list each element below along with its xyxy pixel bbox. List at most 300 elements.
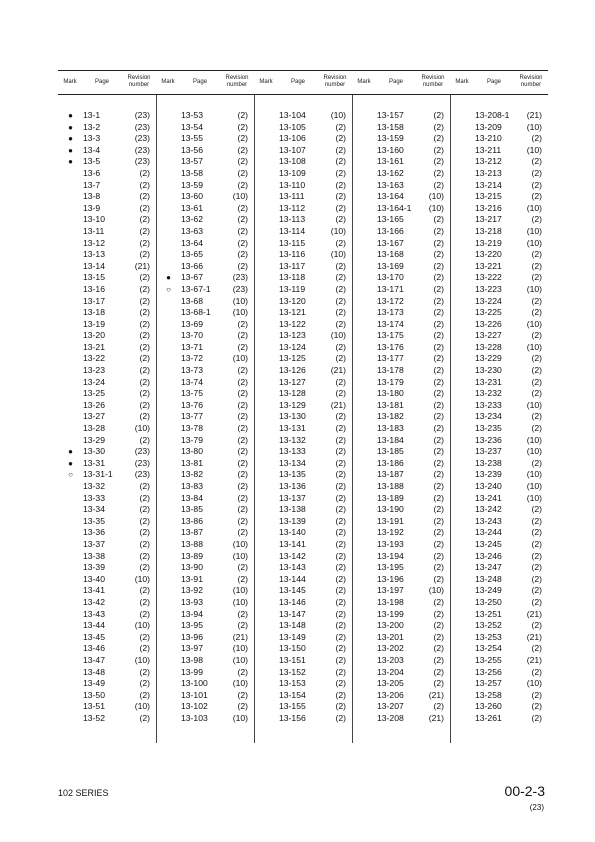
revision-cell: (2) bbox=[335, 202, 346, 213]
mark-cell bbox=[254, 261, 279, 273]
page-cell: 13-16 bbox=[83, 283, 105, 294]
page-cell: 13-216 bbox=[475, 202, 502, 213]
mark-cell bbox=[254, 249, 279, 261]
page-cell: 13-251 bbox=[475, 608, 502, 619]
revision-cell: (2) bbox=[433, 225, 444, 236]
mark-cell bbox=[58, 690, 83, 702]
mark-cell bbox=[450, 133, 475, 145]
page-cell: 13-239 bbox=[475, 469, 502, 480]
revision-cell: (2) bbox=[237, 179, 248, 190]
page-cell: 13-119 bbox=[279, 283, 306, 294]
mark-cell bbox=[156, 353, 181, 365]
page-cell: 13-226 bbox=[475, 318, 502, 329]
page-cell: 13-44 bbox=[83, 620, 105, 631]
mark-cell bbox=[254, 191, 279, 203]
header-top-rule bbox=[58, 70, 548, 71]
revision-cell: (10) bbox=[526, 225, 542, 236]
table-row bbox=[352, 168, 450, 180]
header-mark: Mark bbox=[455, 78, 469, 85]
table-row bbox=[156, 655, 254, 667]
page-cell: 13-153 bbox=[279, 678, 306, 689]
revision-cell: (10) bbox=[526, 469, 542, 480]
mark-cell bbox=[156, 249, 181, 261]
page-cell: 13-177 bbox=[377, 353, 404, 364]
table-row bbox=[352, 388, 450, 400]
mark-cell bbox=[58, 400, 83, 412]
page-cell: 13-105 bbox=[279, 121, 306, 132]
revision-cell: (2) bbox=[237, 365, 248, 376]
page-cell: 13-221 bbox=[475, 260, 502, 271]
revision-cell: (2) bbox=[335, 353, 346, 364]
table-row bbox=[352, 667, 450, 679]
page-cell: 13-100 bbox=[181, 678, 208, 689]
revision-cell: (21) bbox=[526, 654, 542, 665]
page-cell: 13-149 bbox=[279, 631, 306, 642]
table-row bbox=[352, 156, 450, 168]
mark-cell bbox=[352, 365, 377, 377]
mark-cell bbox=[58, 180, 83, 192]
mark-cell bbox=[156, 400, 181, 412]
table-row bbox=[58, 249, 156, 261]
table-row bbox=[58, 597, 156, 609]
page-cell: 13-257 bbox=[475, 678, 502, 689]
page-cell: 13-14 bbox=[83, 260, 105, 271]
page-cell: 13-217 bbox=[475, 214, 502, 225]
page-cell: 13-76 bbox=[181, 399, 203, 410]
mark-cell bbox=[450, 527, 475, 539]
revision-cell: (2) bbox=[237, 666, 248, 677]
mark-cell bbox=[156, 203, 181, 215]
page-cell: 13-258 bbox=[475, 689, 502, 700]
table-row bbox=[450, 620, 548, 632]
page-cell: 13-111 bbox=[279, 191, 305, 202]
page-cell: 13-106 bbox=[279, 133, 306, 144]
table-row bbox=[352, 319, 450, 331]
revision-cell: (2) bbox=[335, 446, 346, 457]
page-cell: 13-233 bbox=[475, 399, 502, 410]
table-row bbox=[156, 156, 254, 168]
page-cell: 13-117 bbox=[279, 260, 306, 271]
mark-cell bbox=[58, 330, 83, 342]
revision-cell: (2) bbox=[335, 573, 346, 584]
revision-cell: (2) bbox=[433, 666, 444, 677]
table-row bbox=[58, 377, 156, 389]
revision-cell: (2) bbox=[433, 179, 444, 190]
table-row bbox=[450, 342, 548, 354]
mark-cell bbox=[450, 365, 475, 377]
page-cell: 13-144 bbox=[279, 573, 306, 584]
revision-cell: (2) bbox=[335, 214, 346, 225]
page-cell: 13-200 bbox=[377, 620, 404, 631]
revision-cell: (2) bbox=[139, 376, 150, 387]
revision-cell: (2) bbox=[335, 527, 346, 538]
revision-cell: (2) bbox=[531, 353, 542, 364]
table-row bbox=[352, 632, 450, 644]
revision-cell: (2) bbox=[335, 654, 346, 665]
table-row bbox=[450, 411, 548, 423]
page-cell: 13-48 bbox=[83, 666, 105, 677]
revision-cell: (2) bbox=[531, 167, 542, 178]
header-group bbox=[450, 72, 548, 92]
page-cell: 13-102 bbox=[181, 701, 208, 712]
table-row bbox=[254, 504, 352, 516]
page-cell: 13-87 bbox=[181, 527, 203, 538]
revision-cell: (2) bbox=[335, 307, 346, 318]
page-cell: 13-127 bbox=[279, 376, 306, 387]
mark-cell bbox=[450, 296, 475, 308]
revision-cell: (2) bbox=[531, 295, 542, 306]
mark-cell bbox=[58, 655, 83, 667]
page-cell: 13-126 bbox=[279, 365, 306, 376]
table-row bbox=[254, 562, 352, 574]
table-row bbox=[156, 481, 254, 493]
header-mark: Mark bbox=[357, 78, 371, 85]
revision-cell: (2) bbox=[433, 110, 444, 120]
table-row bbox=[450, 655, 548, 667]
revision-cell: (2) bbox=[433, 527, 444, 538]
table-row bbox=[254, 469, 352, 481]
table-row bbox=[156, 609, 254, 621]
revision-cell: (2) bbox=[237, 469, 248, 480]
table-row bbox=[352, 238, 450, 250]
page-cell: 13-162 bbox=[377, 167, 404, 178]
table-row bbox=[450, 435, 548, 447]
mark-cell bbox=[352, 249, 377, 261]
page-cell: 13-83 bbox=[181, 481, 203, 491]
mark-cell bbox=[352, 110, 377, 122]
revision-cell: (2) bbox=[139, 283, 150, 294]
mark-cell bbox=[254, 156, 279, 168]
page-cell: 13-112 bbox=[279, 202, 306, 213]
table-row bbox=[58, 632, 156, 644]
table-row bbox=[254, 261, 352, 273]
page-cell: 13-38 bbox=[83, 550, 105, 561]
revision-cell: (2) bbox=[335, 167, 346, 178]
mark-cell bbox=[352, 609, 377, 621]
header-revision-line2: number bbox=[324, 82, 346, 88]
revision-cell: (2) bbox=[237, 515, 248, 526]
revision-cell: (10) bbox=[526, 283, 542, 294]
page-cell: 13-184 bbox=[377, 434, 404, 445]
revision-cell: (2) bbox=[433, 133, 444, 144]
revision-cell: (2) bbox=[335, 411, 346, 422]
mark-cell bbox=[58, 667, 83, 679]
mark-cell bbox=[352, 400, 377, 412]
revision-cell: (2) bbox=[531, 550, 542, 561]
page-cell: 13-39 bbox=[83, 562, 105, 573]
mark-cell bbox=[352, 655, 377, 667]
table-row bbox=[254, 597, 352, 609]
revision-cell: (2) bbox=[335, 191, 346, 202]
mark-cell bbox=[352, 284, 377, 296]
revision-cell: (2) bbox=[139, 237, 150, 248]
table-row bbox=[450, 667, 548, 679]
mark-cell bbox=[352, 539, 377, 551]
open-circle-icon: ○ bbox=[166, 284, 171, 294]
table-row bbox=[450, 110, 548, 122]
page-cell: 13-213 bbox=[475, 167, 502, 178]
mark-cell bbox=[352, 423, 377, 435]
filled-circle-icon: ● bbox=[68, 458, 73, 468]
page-cell: 13-74 bbox=[181, 376, 203, 387]
mark-cell bbox=[156, 238, 181, 250]
revision-cell: (2) bbox=[139, 272, 150, 283]
mark-cell bbox=[254, 122, 279, 134]
revision-cell: (23) bbox=[134, 457, 150, 468]
revision-cell: (2) bbox=[237, 156, 248, 167]
revision-cell: (2) bbox=[237, 446, 248, 457]
table-row bbox=[352, 446, 450, 458]
page-cell: 13-22 bbox=[83, 353, 105, 364]
revision-cell: (2) bbox=[335, 457, 346, 468]
mark-cell bbox=[156, 156, 181, 168]
revision-cell: (2) bbox=[237, 504, 248, 515]
mark-cell bbox=[58, 435, 83, 447]
page-cell: 13-19 bbox=[83, 318, 105, 329]
mark-cell bbox=[450, 261, 475, 273]
revision-cell: (10) bbox=[232, 712, 248, 723]
revision-cell: (2) bbox=[531, 573, 542, 584]
mark-cell bbox=[352, 435, 377, 447]
page-cell: 13-58 bbox=[181, 167, 203, 178]
page-cell: 13-20 bbox=[83, 330, 105, 341]
table-row bbox=[156, 667, 254, 679]
table-row bbox=[58, 458, 156, 470]
revision-cell: (21) bbox=[232, 631, 248, 642]
page-cell: 13-220 bbox=[475, 249, 502, 260]
revision-cell: (2) bbox=[433, 620, 444, 631]
revision-cell: (2) bbox=[433, 608, 444, 619]
table-row bbox=[156, 585, 254, 597]
table-row bbox=[352, 249, 450, 261]
revision-cell: (2) bbox=[237, 481, 248, 491]
page-cell: 13-256 bbox=[475, 666, 502, 677]
table-row bbox=[254, 156, 352, 168]
table-row bbox=[352, 574, 450, 586]
mark-cell bbox=[58, 388, 83, 400]
revision-cell: (2) bbox=[139, 399, 150, 410]
revision-cell: (2) bbox=[433, 388, 444, 399]
mark-cell bbox=[156, 411, 181, 423]
page-cell: 13-210 bbox=[475, 133, 502, 144]
revision-cell: (2) bbox=[531, 411, 542, 422]
page-cell: 13-99 bbox=[181, 666, 203, 677]
mark-cell bbox=[156, 458, 181, 470]
revision-cell: (2) bbox=[139, 504, 150, 515]
mark-cell bbox=[352, 632, 377, 644]
mark-cell bbox=[352, 516, 377, 528]
revision-cell: (2) bbox=[139, 550, 150, 561]
table-row bbox=[352, 678, 450, 690]
page-cell: 13-228 bbox=[475, 341, 502, 352]
mark-cell bbox=[254, 527, 279, 539]
mark-cell bbox=[352, 122, 377, 134]
page-cell: 13-167 bbox=[377, 237, 404, 248]
mark-cell bbox=[450, 226, 475, 238]
table-row bbox=[254, 238, 352, 250]
revision-cell: (2) bbox=[139, 689, 150, 700]
page-cell: 13-59 bbox=[181, 179, 203, 190]
revision-cell: (10) bbox=[330, 110, 346, 120]
page-cell: 13-146 bbox=[279, 596, 306, 607]
table-row bbox=[156, 562, 254, 574]
mark-cell bbox=[254, 377, 279, 389]
table-row bbox=[352, 469, 450, 481]
revision-cell: (2) bbox=[433, 701, 444, 712]
page-cell: 13-183 bbox=[377, 423, 404, 434]
revision-cell: (2) bbox=[335, 550, 346, 561]
table-row bbox=[254, 342, 352, 354]
revision-cell: (2) bbox=[531, 504, 542, 515]
page-cell: 13-33 bbox=[83, 492, 105, 503]
revision-cell: (2) bbox=[237, 341, 248, 352]
mark-cell bbox=[58, 168, 83, 180]
table-row bbox=[254, 620, 352, 632]
mark-cell bbox=[254, 551, 279, 563]
mark-cell bbox=[352, 145, 377, 157]
header-revision-line2: number bbox=[422, 82, 444, 88]
revision-cell: (2) bbox=[433, 399, 444, 410]
revision-cell: (2) bbox=[335, 469, 346, 480]
table-row bbox=[352, 342, 450, 354]
table-row bbox=[58, 191, 156, 203]
revision-cell: (2) bbox=[335, 133, 346, 144]
mark-cell bbox=[156, 435, 181, 447]
mark-cell bbox=[254, 458, 279, 470]
mark-cell bbox=[450, 504, 475, 516]
revision-table bbox=[58, 110, 548, 724]
page-cell: 13-28 bbox=[83, 423, 105, 434]
page-cell: 13-252 bbox=[475, 620, 502, 631]
table-row bbox=[254, 307, 352, 319]
revision-cell: (10) bbox=[330, 330, 346, 341]
table-row bbox=[58, 481, 156, 493]
page-cell: 13-158 bbox=[377, 121, 404, 132]
revision-cell: (21) bbox=[330, 399, 346, 410]
page-cell: 13-93 bbox=[181, 596, 203, 607]
mark-cell bbox=[254, 365, 279, 377]
table-row bbox=[450, 713, 548, 725]
mark-cell bbox=[156, 562, 181, 574]
revision-cell: (2) bbox=[531, 307, 542, 318]
revision-cell: (2) bbox=[433, 260, 444, 271]
mark-cell bbox=[156, 342, 181, 354]
mark-cell bbox=[450, 110, 475, 122]
table-row bbox=[156, 353, 254, 365]
revision-cell: (10) bbox=[526, 399, 542, 410]
table-row bbox=[156, 574, 254, 586]
page-cell: 13-189 bbox=[377, 492, 404, 503]
page-cell: 13-120 bbox=[279, 295, 306, 306]
page-cell: 13-91 bbox=[181, 573, 203, 584]
revision-cell: (10) bbox=[232, 295, 248, 306]
mark-cell bbox=[58, 272, 83, 284]
revision-cell: (2) bbox=[237, 133, 248, 144]
table-row bbox=[58, 469, 156, 481]
mark-cell bbox=[450, 632, 475, 644]
mark-cell bbox=[58, 516, 83, 528]
revision-cell: (10) bbox=[134, 423, 150, 434]
mark-cell bbox=[450, 388, 475, 400]
mark-cell bbox=[450, 272, 475, 284]
mark-cell bbox=[58, 261, 83, 273]
revision-cell: (23) bbox=[134, 110, 150, 120]
mark-cell bbox=[254, 446, 279, 458]
page-cell: 13-53 bbox=[181, 110, 203, 120]
table-row bbox=[58, 180, 156, 192]
revision-cell: (2) bbox=[335, 643, 346, 654]
revision-cell: (2) bbox=[335, 376, 346, 387]
revision-cell: (10) bbox=[428, 585, 444, 596]
mark-cell bbox=[58, 701, 83, 713]
table-row bbox=[450, 516, 548, 528]
mark-cell bbox=[450, 353, 475, 365]
revision-cell: (2) bbox=[531, 515, 542, 526]
mark-cell bbox=[352, 377, 377, 389]
mark-cell bbox=[352, 446, 377, 458]
page-cell: 13-163 bbox=[377, 179, 404, 190]
page-cell: 13-67 bbox=[181, 272, 203, 283]
page-cell: 13-73 bbox=[181, 365, 203, 376]
mark-cell bbox=[254, 319, 279, 331]
table-row bbox=[352, 551, 450, 563]
mark-cell bbox=[156, 516, 181, 528]
page-cell: 13-75 bbox=[181, 388, 203, 399]
page-cell: 13-250 bbox=[475, 596, 502, 607]
table-row bbox=[58, 214, 156, 226]
page-cell: 13-254 bbox=[475, 643, 502, 654]
page-cell: 13-141 bbox=[279, 538, 306, 549]
header-revision-line1: Revision bbox=[519, 75, 543, 81]
page-cell: 13-36 bbox=[83, 527, 105, 538]
revision-cell: (10) bbox=[232, 550, 248, 561]
revision-cell: (10) bbox=[428, 202, 444, 213]
page-cell: 13-94 bbox=[181, 608, 203, 619]
revision-cell: (2) bbox=[139, 330, 150, 341]
revision-cell: (21) bbox=[134, 260, 150, 271]
revision-cell: (10) bbox=[526, 318, 542, 329]
mark-cell bbox=[450, 342, 475, 354]
revision-cell: (10) bbox=[526, 446, 542, 457]
page-cell: 13-147 bbox=[279, 608, 306, 619]
revision-cell: (2) bbox=[139, 492, 150, 503]
table-row bbox=[156, 180, 254, 192]
revision-cell: (2) bbox=[335, 318, 346, 329]
mark-cell bbox=[352, 701, 377, 713]
mark-cell bbox=[352, 168, 377, 180]
revision-cell: (2) bbox=[237, 376, 248, 387]
mark-cell bbox=[254, 133, 279, 145]
table-row bbox=[254, 388, 352, 400]
table-row bbox=[58, 585, 156, 597]
page-cell: 13-52 bbox=[83, 712, 105, 723]
mark-cell bbox=[156, 214, 181, 226]
revision-cell: (2) bbox=[531, 643, 542, 654]
table-row bbox=[254, 110, 352, 122]
revision-cell: (2) bbox=[531, 272, 542, 283]
mark-cell bbox=[450, 214, 475, 226]
table-row bbox=[450, 597, 548, 609]
page-cell: 13-17 bbox=[83, 295, 105, 306]
table-row bbox=[156, 168, 254, 180]
revision-cell: (2) bbox=[433, 573, 444, 584]
table-row bbox=[58, 493, 156, 505]
page-cell: 13-49 bbox=[83, 678, 105, 689]
table-row bbox=[254, 411, 352, 423]
table-row bbox=[352, 180, 450, 192]
page-cell: 13-187 bbox=[377, 469, 404, 480]
table-row bbox=[352, 504, 450, 516]
